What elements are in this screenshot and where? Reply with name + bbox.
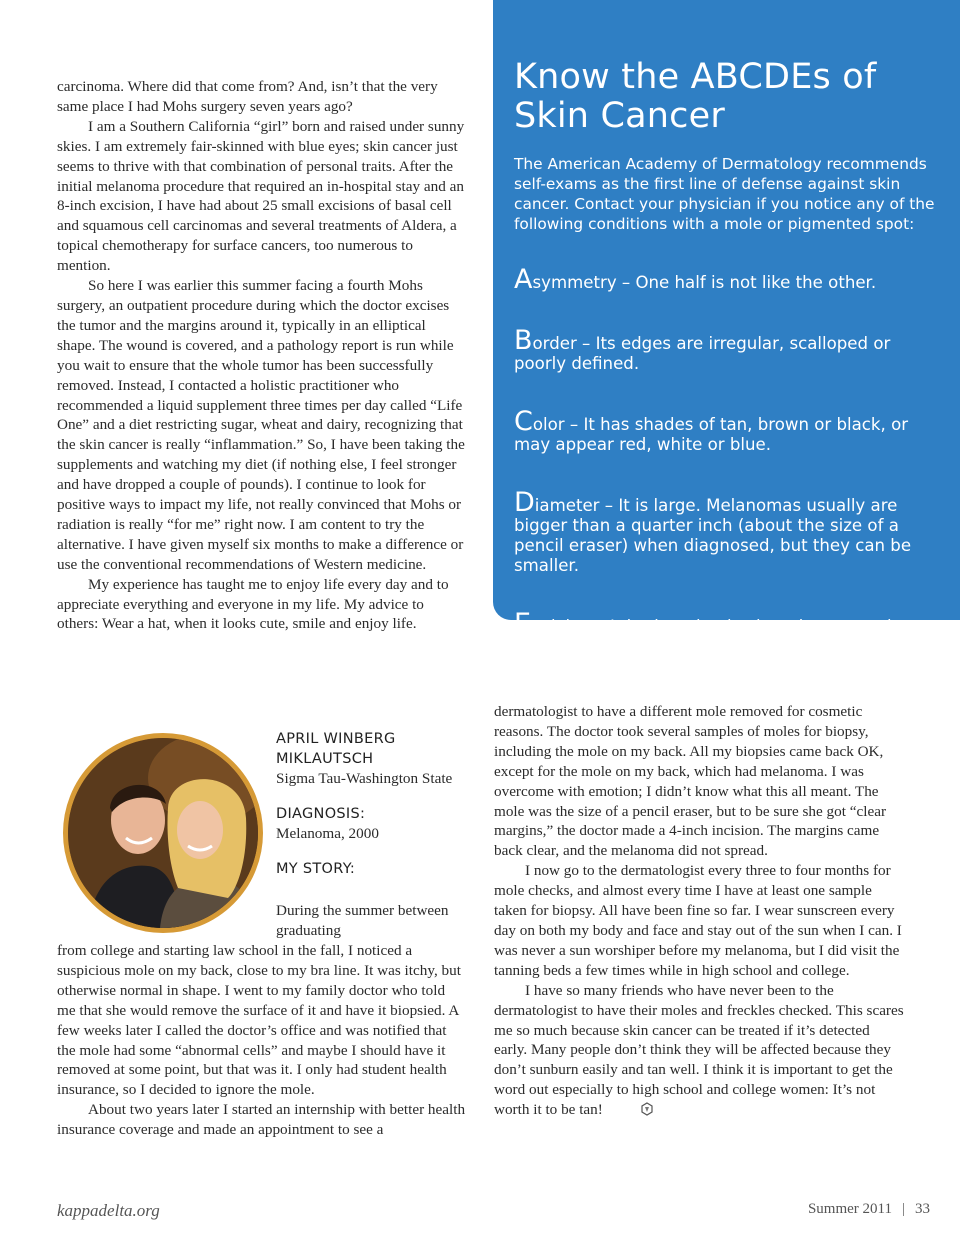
story-paragraph: dermatologist to have a different mole removed for cosmetic reasons. The doctor took several samples of moles for biopsy, including the mole on my back. All my biopsies came back OK, except for the mole on my back, which had melanoma. I was overcome with emotion; I didn’t know what this all meant. The mole was the size of a pencil eraser, but to be sure she got “clear margins,” the doctor made a 4-inch incision. The margins came back clear, and the melanoma did not spread.	[494, 703, 886, 860]
article-paragraph: I am a Southern California “girl” born and raised under sunny skies. I am extremely fair-skinned with blue eyes; skin cancer just seems to thrive with that combination of personal traits. After the initial melanoma procedure that required an in-hospital stay and an 8-inch excision, I have had about 25 small excisions of basal cell and squamous cell carcinomas and several treatments of Aldera, a topical chemotherapy for surface cancers, too numerous to mention.	[57, 117, 465, 275]
story-paragraph: from college and starting law school in the fall, I noticed a suspicious mole on my back, close to my bra line. It was itchy, but otherwise normal in shape. I went to my family doctor who told me that she would remove the surface of it and have it biopsied. A few weeks later I called the doctor’s office and was notified that the mole had some “abnormal cells” and maybe I should have it removed at some point, but that was it. I only had student health insurance, so I decided to ignore the mole.	[57, 942, 461, 1099]
story-label: MY STORY:	[276, 860, 356, 877]
profile-affiliation: Sigma Tau-Washington State	[276, 770, 453, 787]
abcde-text: volving – It is changing in size, shape or color.	[531, 617, 913, 636]
abcde-sidebar-box	[493, 0, 960, 639]
diagnosis-value: Melanoma, 2000	[276, 824, 379, 842]
sidebar-title: Know the ABCDEs of Skin Cancer	[514, 57, 877, 136]
diagnosis-label: DIAGNOSIS:	[276, 805, 366, 822]
abcde-item-border	[514, 325, 940, 374]
article-paragraph: carcinoma. Where did that come from? And, isn’t that the very same place I had Mohs surgery seven years ago?	[57, 78, 438, 115]
article-paragraph: So here I was earlier this summer facing a fourth Mohs surgery, an outpatient procedure during which the doctor excises the tumor and the margins around it, typically in an elliptical shape. The wound is covered, and a pathology report is run while you wait to ensure that the whole tumor has been successfully removed. Instead, I contacted a holistic practitioner who recommended a liquid supplement three times per day called “Life One” and a diet restricting sugar, wheat and dairy, recognizing that the skin cancer is really “inflammation.” So, I have been taking the supplements and watching my diet (if nothing else, I feel stronger and have dropped a couple of pounds). I continue to look for positive ways to impact my life, not really convinced that Mohs or radiation is really “for me” right now. I am content to try the alternative. I have given myself six months to make a difference or use the conventional recommendations of Western medicine.	[57, 277, 465, 573]
abcde-item-diameter	[514, 487, 940, 576]
abcde-letter: B	[514, 325, 533, 356]
article-column-top-left	[57, 77, 467, 634]
abcde-text: order – Its edges are irregular, scalloped or poorly defined.	[514, 334, 891, 373]
abcde-letter: C	[514, 406, 533, 437]
footer-issue: Summer 2011	[807, 1201, 892, 1217]
footer-issue-info	[808, 1201, 930, 1218]
abcde-text: olor – It has shades of tan, brown or black, or may appear red, white or blue.	[514, 415, 909, 454]
story-opening-text: During the summer between graduating	[276, 902, 449, 939]
story-column-bottom-left	[57, 941, 467, 1140]
abcde-letter: D	[514, 487, 535, 518]
story-opening	[276, 901, 466, 941]
abcde-item-asymmetry	[514, 264, 940, 295]
sidebar-intro: The American Academy of Dermatology recommends self-exams as the first line of defense against skin cancer. Contact your physician if you notice any of the following conditions with a mole or pigmented spot:	[514, 155, 935, 233]
profile-photo	[63, 733, 263, 933]
story-final-text: I have so many friends who have never been to the dermatologist to have their moles and freckles checked. This scares me so much because skin cancer can be treated if it’s detected early. Many people don’t think they will be affected because they don’t sunburn easily and tan well. I think it is important to get the word out especially to high school and college women: It’s not worth it to be tan!	[494, 981, 904, 1119]
footer-site-url: kappadelta.org	[57, 1201, 160, 1220]
kappa-delta-end-mark-icon	[609, 1102, 623, 1116]
story-paragraph	[494, 981, 906, 1120]
abcde-letter: E	[514, 608, 532, 639]
story-paragraph: About two years later I started an internship with better health insurance coverage and made an appointment to see a	[57, 1101, 466, 1139]
profile-bio	[276, 729, 476, 879]
abcde-item-evolving	[514, 608, 940, 639]
page-number: 33	[915, 1201, 930, 1217]
story-paragraph: I now go to the dermatologist every three to four months for mole checks, and almost every time I have at least one sample taken for biopsy. All have been fine so far. I wear sunscreen every day on both my body and face and stay out of the sun when I can. I was never a sun worshiper before my melanoma, but I did visit the tanning beds a few times while in high school and college.	[494, 862, 902, 979]
abcde-item-color	[514, 406, 940, 455]
profile-name: APRIL WINBERG MIKLAUTSCH	[276, 731, 396, 767]
abcde-text: symmetry – One half is not like the other.	[532, 273, 877, 292]
abcde-letter: A	[514, 264, 533, 295]
abcde-text: iameter – It is large. Melanomas usually are bigger than a quarter inch (about the size of a pencil eraser) when diagnosed, but they can be smaller.	[514, 496, 912, 575]
couple-photo-illustration	[68, 738, 258, 928]
story-column-bottom-right	[494, 702, 906, 1120]
article-paragraph: My experience has taught me to enjoy life every day and to appreciate everything and everyone in my life. My advice to others: Wear a hat, when it looks cute, smile and enjoy life.	[57, 575, 449, 633]
footer-separator: |	[901, 1201, 905, 1217]
